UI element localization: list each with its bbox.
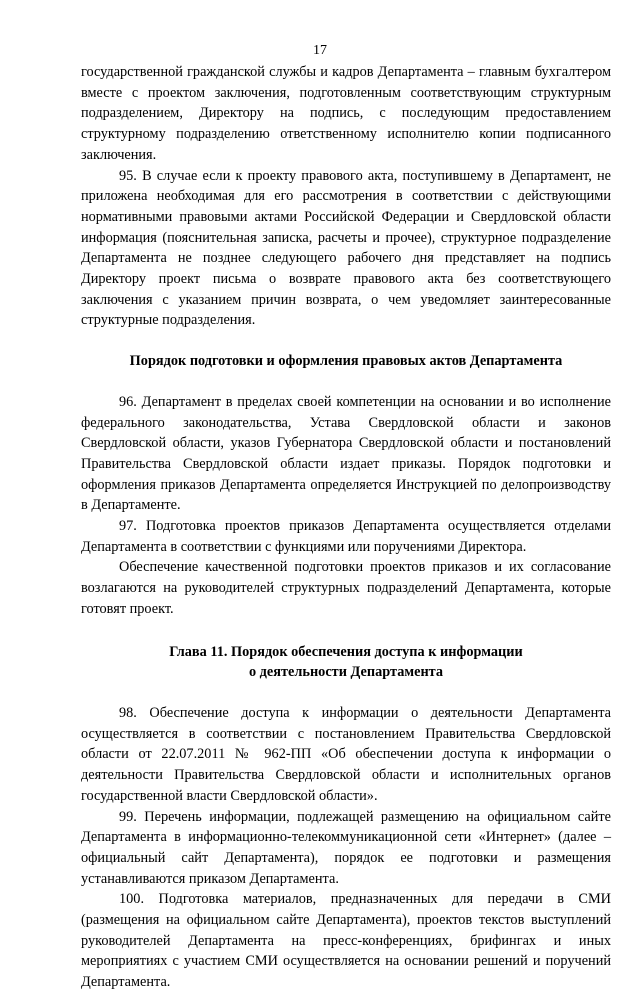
paragraph-97: 97. Подготовка проектов приказов Департамента осуществляется отделами Департамента в соответствии с функциями или поручениями Директора.: [81, 518, 611, 555]
paragraph-98: 98. Обеспечение доступа к информации о деятельности Департамента осуществляется в соответствии с постановлением Правительства Свердловской области от 22.07.2011 № 962-ПП «Об обеспечении доступа к информации о деятельности Правительства Свердловской области и исполнительных органов государственной власти Свердловской области».: [81, 704, 611, 804]
paragraph-96: 96. Департамент в пределах своей компетенции на основании и во исполнение федерального законодательства, Устава Свердловской области и законов Свердловской области, указов Губернатора Свердловской области и постановлений Правительства Свердловской области издает приказы. Порядок подготовки и оформления приказов Департамента определяется Инструкцией по делопроизводству в Департаменте.: [81, 393, 611, 514]
paragraph-99: 99. Перечень информации, подлежащей размещению на официальном сайте Департамента в информационно-телекоммуникационной сети «Интернет» (далее – официальный сайт Департамента), порядок ее подготовки и размещения устанавливаются приказом Департамента.: [81, 808, 611, 887]
section-heading-legal-acts: Порядок подготовки и оформления правовых актов Департамента: [129, 353, 563, 370]
paragraph-100: 100. Подготовка материалов, предназначенных для передачи в СМИ (размещения на официальном сайте Департамента), проектов текстов выступлений руководителей Департамента на пресс-конференциях, брифингах и иных мероприятиях с участием СМИ осуществляется на основании решений и поручений Департамента.: [81, 891, 611, 991]
paragraph-95: 95. В случае если к проекту правового акта, поступившему в Департамент, не приложена необходимая для его рассмотрения в соответствии с действующими нормативными правовыми актами Российской Федерации и Свердловской области информация (пояснительная записка, расчеты и прочее), структурное подразделение Департамента не позднее следующего рабочего дня представляет на подпись Директору проект письма о возврате правового акта без соответствующего заключения с указанием причин возврата, о чем уведомляет заинтересованные структурные подразделения.: [81, 167, 611, 329]
paragraph-97-note: Обеспечение качественной подготовки проектов приказов и их согласование возлагаются на руководителей структурных подразделений Департамента, которые готовят проект.: [81, 559, 611, 617]
chapter-11-heading-line1: Глава 11. Порядок обеспечения доступа к информации: [169, 643, 523, 660]
document-body: [81, 62, 611, 993]
paragraph-continuation: государственной гражданской службы и кадров Департамента – главным бухгалтером вместе с проектом заключения, подготовленным соответствующим структурным подразделением, Директору на подпись, с последующим предоставлением структурному подразделению ответственному исполнителю копии подписанного заключения.: [81, 64, 611, 163]
page-number: 17: [313, 43, 327, 58]
chapter-11-heading-line2: о деятельности Департамента: [248, 664, 444, 681]
